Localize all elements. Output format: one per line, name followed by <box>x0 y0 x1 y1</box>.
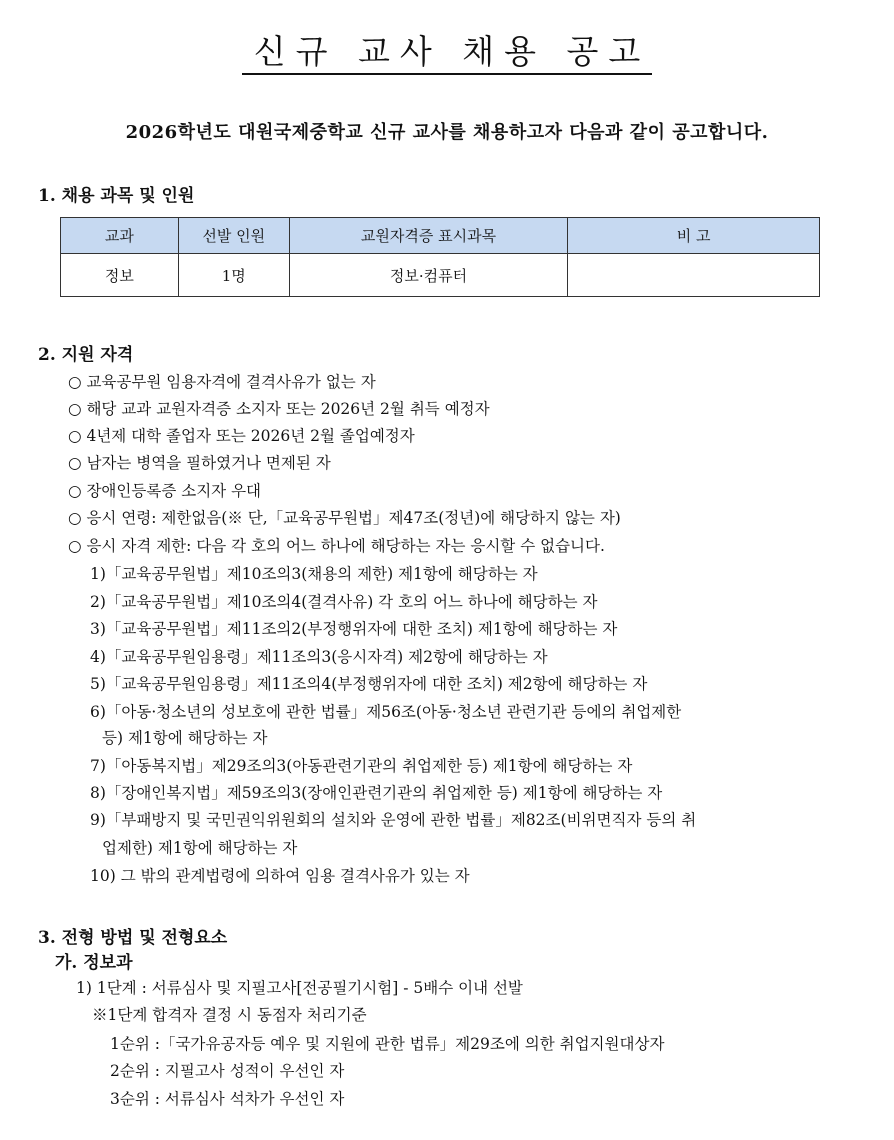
restriction-item: 5)「교육공무원임용령」제11조의4(부정행위자에 대한 조치) 제2항에 해당하는 자 <box>90 675 648 693</box>
table-row <box>61 254 820 297</box>
restriction-item: 1)「교육공무원법」제10조의3(채용의 제한) 제1항에 해당하는 자 <box>90 565 538 583</box>
qualification-bullet: ○ 응시 연령: 제한없음(※ 단,「교육공무원법」제47조(정년)에 해당하지 않는 자) <box>68 509 621 527</box>
priority-item: 3순위 : 서류심사 석차가 우선인 자 <box>110 1090 345 1108</box>
section-3-subheading: 가. 정보과 <box>55 953 133 973</box>
restriction-item: 8)「장애인복지법」제59조의3(장애인관련기관의 취업제한 등) 제1항에 해당하는 자 <box>90 784 663 802</box>
header-count: 선발 인원 <box>178 218 289 254</box>
header-subject: 교과 <box>61 218 179 254</box>
restriction-item: 7)「아동복지법」제29조의3(아동관련기관의 취업제한 등) 제1항에 해당하는 자 <box>90 757 633 775</box>
cell-license: 정보·컴퓨터 <box>289 254 568 297</box>
header-remarks: 비 고 <box>568 218 820 254</box>
qualification-bullet: ○ 4년제 대학 졸업자 또는 2026년 2월 졸업예정자 <box>68 427 415 445</box>
page-title: 신규 교사 채용 공고 <box>0 26 894 73</box>
restriction-item: 6)「아동·청소년의 성보호에 관한 법률」제56조(아동·청소년 관련기관 등에의 취업제한 <box>90 703 682 721</box>
section-3-heading: 3. 전형 방법 및 전형요소 <box>38 928 228 948</box>
qualification-bullet: ○ 응시 자격 제한: 다음 각 호의 어느 하나에 해당하는 자는 응시할 수 없습니다. <box>68 537 605 555</box>
qualification-bullet: ○ 교육공무원 임용자격에 결격사유가 없는 자 <box>68 373 376 391</box>
step-1-text: 1) 1단계 : 서류심사 및 지필고사[전공필기시험] - 5배수 이내 선발 <box>76 979 523 997</box>
restriction-item: 3)「교육공무원법」제11조의2(부정행위자에 대한 조치) 제1항에 해당하는 자 <box>90 620 618 638</box>
restriction-item: 10) 그 밖의 관계법령에 의하여 임용 결격사유가 있는 자 <box>90 867 470 885</box>
qualification-bullet: ○ 장애인등록증 소지자 우대 <box>68 482 262 500</box>
table-header-row <box>61 218 820 254</box>
restriction-item: 2)「교육공무원법」제10조의4(결격사유) 각 호의 어느 하나에 해당하는 자 <box>90 593 598 611</box>
priority-item: 1순위 :「국가유공자등 예우 및 지원에 관한 법류」제29조에 의한 취업지원대상자 <box>110 1035 665 1053</box>
section-2-heading: 2. 지원 자격 <box>38 345 134 365</box>
restriction-item: 9)「부패방지 및 국민권익위원회의 설치와 운영에 관한 법률」제82조(비위면직자 등의 취 <box>90 811 697 829</box>
cell-count: 1명 <box>178 254 289 297</box>
qualification-bullet: ○ 남자는 병역을 필하였거나 면제된 자 <box>68 454 331 472</box>
restriction-item: 4)「교육공무원임용령」제11조의3(응시자격) 제2항에 해당하는 자 <box>90 648 548 666</box>
tie-break-note: ※1단계 합격자 결정 시 동점자 처리기준 <box>92 1006 367 1024</box>
recruitment-table <box>60 217 820 297</box>
section-1-heading: 1. 채용 과목 및 인원 <box>38 186 195 206</box>
cell-subject: 정보 <box>61 254 179 297</box>
intro-text: 2026학년도 대원국제중학교 신규 교사를 채용하고자 다음과 같이 공고합니다. <box>125 122 769 143</box>
restriction-item-continued: 업제한) 제1항에 해당하는 자 <box>102 839 298 857</box>
priority-item: 2순위 : 지필고사 성적이 우선인 자 <box>110 1062 345 1080</box>
cell-remarks <box>568 254 820 297</box>
restriction-item-continued: 등) 제1항에 해당하는 자 <box>102 729 268 747</box>
qualification-bullet: ○ 해당 교과 교원자격증 소지자 또는 2026년 2월 취득 예정자 <box>68 400 490 418</box>
header-license: 교원자격증 표시과목 <box>289 218 568 254</box>
